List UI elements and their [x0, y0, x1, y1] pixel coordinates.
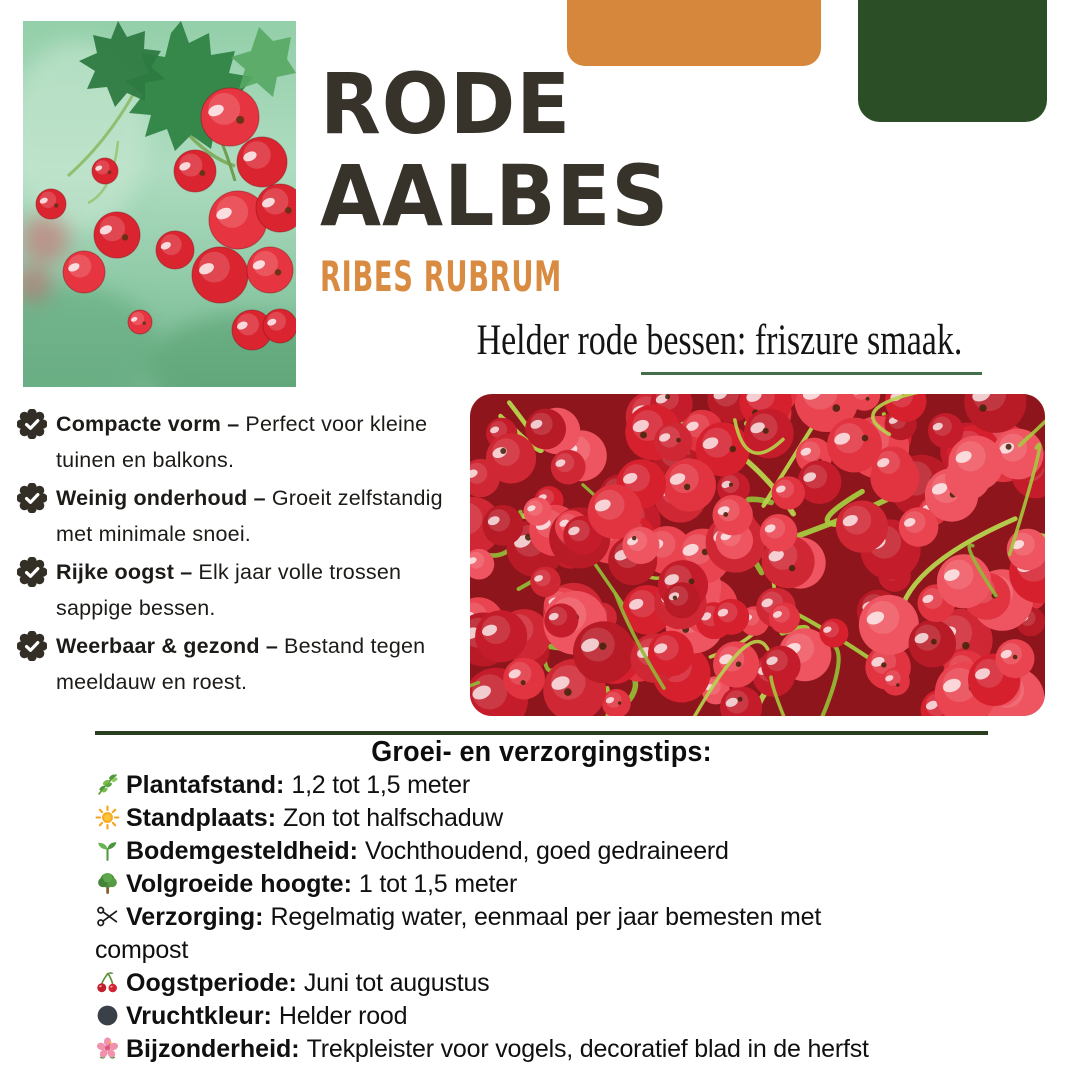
sun-icon	[95, 805, 120, 830]
tip-value: Juni tot augustus	[303, 969, 490, 997]
tip-label: Vruchtkleur:	[126, 1002, 272, 1030]
badge-check-icon	[17, 557, 47, 587]
latin-name-subtitle: RIBES RUBRUM	[320, 252, 562, 301]
tips-heading: Groei- en verzorgingstips:	[371, 736, 712, 768]
feature-item	[17, 628, 458, 700]
feature-item	[17, 554, 458, 626]
feature-text	[56, 628, 458, 700]
feature-desc: Bestand tegen meeldauw en roest.	[56, 634, 426, 694]
feature-desc: Groeit zelfstandig met minimale snoei.	[56, 486, 443, 546]
title-line-1: RODE	[320, 55, 572, 153]
tip-value: 1 tot 1,5 meter	[358, 870, 518, 898]
feature-text	[56, 554, 458, 626]
tip-label: Volgroeide hoogte:	[126, 870, 352, 898]
tip-value: Regelmatig water, eenmaal per jaar bemesten met compost	[95, 903, 822, 964]
feature-label: Compacte vorm –	[56, 412, 240, 436]
tip-row	[95, 901, 895, 967]
feature-desc: Elk jaar volle trossen sappige bessen.	[56, 560, 402, 620]
tip-row	[95, 967, 1035, 1000]
badge-check-icon	[17, 483, 47, 513]
feature-label: Weinig onderhoud –	[56, 486, 266, 510]
tip-label: Plantafstand:	[126, 771, 285, 799]
feature-item	[17, 406, 458, 478]
tip-row	[95, 1000, 1035, 1033]
currant-branch-photo	[23, 21, 296, 387]
badge-check-icon	[17, 409, 47, 439]
title-line-2: AALBES	[320, 147, 670, 245]
tip-value: Zon tot halfschaduw	[283, 804, 503, 832]
tip-label: Verzorging:	[126, 903, 264, 931]
tip-row	[95, 769, 1035, 802]
scissors-icon	[95, 904, 120, 929]
cherries-icon	[95, 970, 120, 995]
tip-value: Trekpleister voor vogels, decoratief blad in de herfst	[306, 1035, 869, 1063]
feature-desc: Perfect voor kleine tuinen en balkons.	[56, 412, 428, 472]
tip-label: Bodemgesteldheid:	[126, 837, 358, 865]
tip-row	[95, 802, 1035, 835]
feature-item	[17, 480, 458, 552]
black-circle-icon	[95, 1003, 120, 1028]
page-title	[320, 55, 670, 245]
feature-label: Rijke oogst –	[56, 560, 193, 584]
features-list	[17, 406, 458, 702]
tagline: Helder rode bessen: friszure smaak.	[476, 317, 962, 364]
tips-divider	[95, 731, 988, 735]
currant-closeup-photo	[470, 394, 1045, 716]
tagline-row	[424, 316, 1014, 365]
feature-text	[56, 406, 458, 478]
tip-label: Standplaats:	[126, 804, 277, 832]
feature-text	[56, 480, 446, 552]
tree-icon	[95, 871, 120, 896]
currant-branch-illustration	[23, 21, 296, 387]
currant-closeup-illustration	[470, 394, 1045, 716]
tip-row	[95, 868, 1035, 901]
tip-label: Oogstperiode:	[126, 969, 297, 997]
tip-row	[95, 835, 1035, 868]
badge-check-icon	[17, 631, 47, 661]
orange-decor-rect	[567, 0, 821, 66]
green-decor-rect	[858, 0, 1047, 122]
feature-label: Weerbaar & gezond –	[56, 634, 279, 658]
herb-icon	[95, 772, 120, 797]
tagline-underline	[641, 372, 982, 375]
tip-value: Helder rood	[278, 1002, 408, 1030]
tip-value: Vochthoudend, goed gedraineerd	[364, 837, 729, 865]
hibiscus-icon	[95, 1036, 120, 1061]
tip-row	[95, 1033, 1035, 1066]
seedling-icon	[95, 838, 120, 863]
tip-label: Bijzonderheid:	[126, 1035, 300, 1063]
tip-value: 1,2 tot 1,5 meter	[291, 771, 471, 799]
tips-list	[95, 769, 1035, 1066]
